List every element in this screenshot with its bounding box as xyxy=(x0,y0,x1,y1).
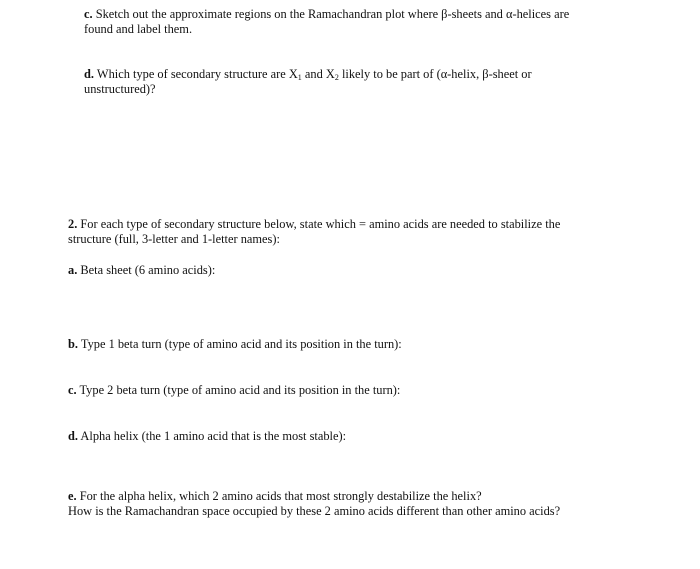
question-1d-text-line-2: unstructured)? xyxy=(84,82,156,96)
question-2b-line xyxy=(68,337,402,352)
x1-subscript: 1 xyxy=(297,73,302,82)
question-1c-line-1 xyxy=(84,7,569,22)
question-1d xyxy=(84,67,532,97)
question-2-text-line-1: For each type of secondary structure below, state which = amino acids are needed to stabilize the xyxy=(80,217,561,231)
question-2a-text: Beta sheet (6 amino acids): xyxy=(80,263,216,277)
question-2e-line-1 xyxy=(68,489,560,504)
question-2b xyxy=(68,337,402,352)
question-2-label: 2. xyxy=(68,217,78,231)
question-2d-text: Alpha helix (the 1 amino acid that is the most stable): xyxy=(80,429,347,443)
question-2 xyxy=(68,217,560,247)
x2-subscript: 2 xyxy=(334,73,339,82)
question-1d-text-part-2: and X xyxy=(301,67,335,81)
question-2d xyxy=(68,429,346,444)
question-1c xyxy=(84,7,569,37)
question-1c-text-line-1: Sketch out the approximate regions on the Ramachandran plot where β-sheets and α-helices are xyxy=(95,7,570,21)
question-2e xyxy=(68,489,560,519)
question-1d-line-1 xyxy=(84,67,532,82)
question-2c xyxy=(68,383,400,398)
question-2c-label: c. xyxy=(68,383,77,397)
question-2e-text-line-2: How is the Ramachandran space occupied by these 2 amino acids different than other amino acids? xyxy=(68,504,561,518)
question-2e-label: e. xyxy=(68,489,77,503)
question-2c-text: Type 2 beta turn (type of amino acid and its position in the turn): xyxy=(79,383,401,397)
question-2d-line xyxy=(68,429,346,444)
question-1d-text-part-3: likely to be part of (α-helix, β-sheet or xyxy=(338,67,532,81)
question-2-line-1 xyxy=(68,217,560,232)
question-2a xyxy=(68,263,215,278)
question-2e-text-line-1: For the alpha helix, which 2 amino acids that most strongly destabilize the helix? xyxy=(79,489,482,503)
question-2a-line xyxy=(68,263,215,278)
question-1c-label: c. xyxy=(84,7,93,21)
question-2d-label: d. xyxy=(68,429,78,443)
question-2b-label: b. xyxy=(68,337,78,351)
question-2-text-line-2: structure (full, 3-letter and 1-letter names): xyxy=(68,232,280,246)
question-2c-line xyxy=(68,383,400,398)
question-1c-text-line-2: found and label them. xyxy=(84,22,193,36)
question-1d-text-part-1: Which type of secondary structure are X xyxy=(96,67,298,81)
question-1d-label: d. xyxy=(84,67,94,81)
question-2a-label: a. xyxy=(68,263,78,277)
question-2b-text: Type 1 beta turn (type of amino acid and its position in the turn): xyxy=(80,337,402,351)
